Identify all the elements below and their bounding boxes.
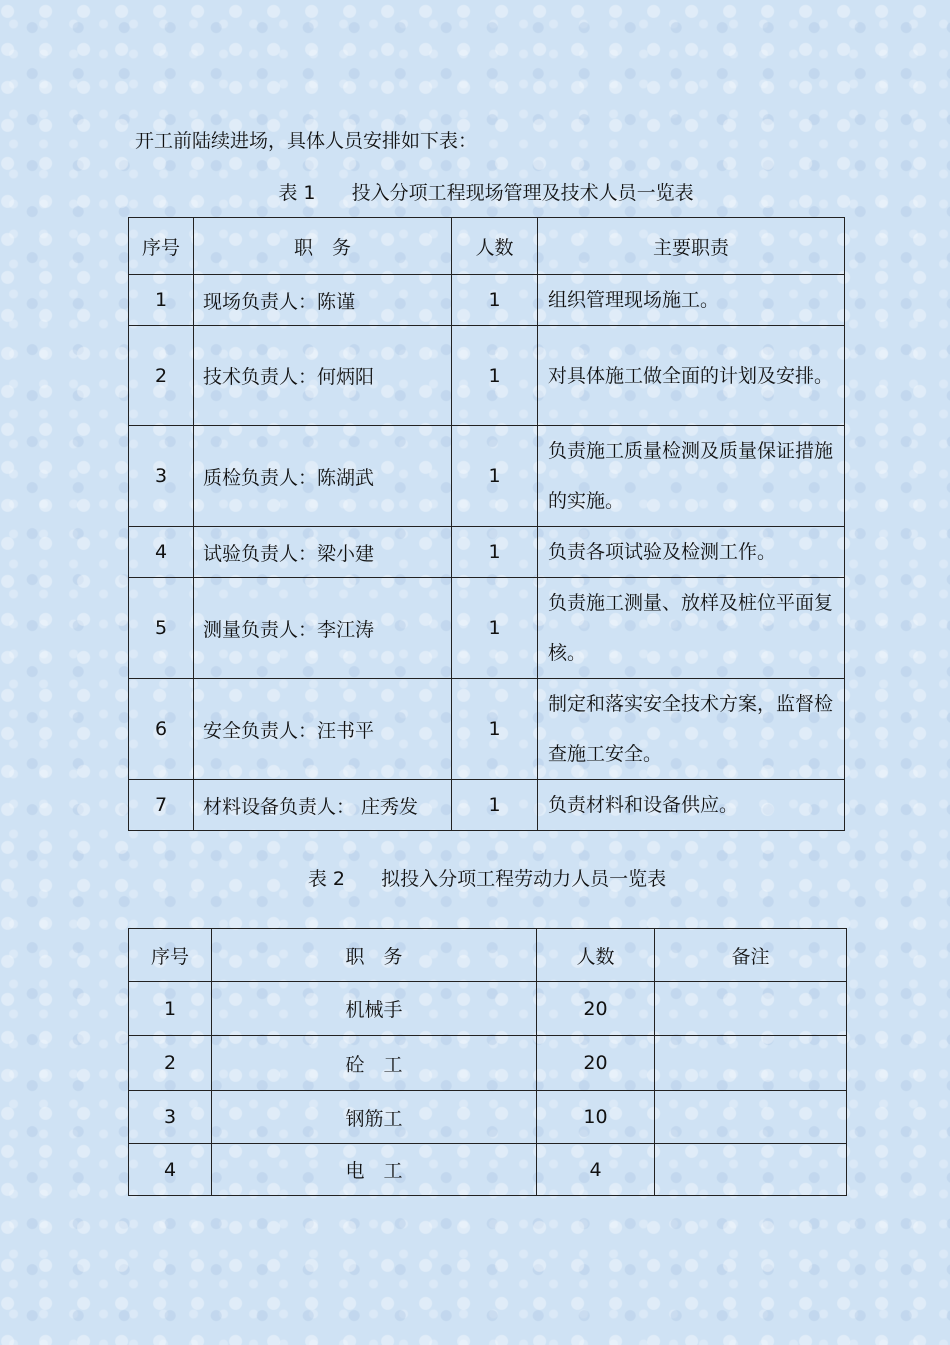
table-row bbox=[129, 578, 845, 679]
table-row bbox=[129, 982, 847, 1036]
header-role: 职 务 bbox=[194, 218, 452, 275]
row-count: 20 bbox=[537, 1036, 655, 1091]
row-duty: 负责施工测量、放样及桩位平面复核。 bbox=[538, 578, 845, 679]
row-no: 2 bbox=[129, 1036, 212, 1091]
row-no: 2 bbox=[129, 326, 194, 426]
row-count: 1 bbox=[452, 578, 538, 679]
table-row bbox=[129, 780, 845, 831]
table-row bbox=[129, 527, 845, 578]
table-row bbox=[129, 326, 845, 426]
row-count: 1 bbox=[452, 275, 538, 326]
row-duty: 对具体施工做全面的计划及安排。 bbox=[538, 326, 845, 426]
row-role: 材料设备负责人： 庄秀发 bbox=[194, 780, 452, 831]
row-count: 1 bbox=[452, 527, 538, 578]
table2-caption: 表 2 拟投入分项工程劳动力人员一览表 bbox=[307, 868, 667, 890]
row-role: 钢筋工 bbox=[212, 1091, 537, 1144]
table-row bbox=[129, 426, 845, 527]
row-duty: 负责材料和设备供应。 bbox=[538, 780, 845, 831]
table-row bbox=[129, 275, 845, 326]
row-no: 5 bbox=[129, 578, 194, 679]
row-note bbox=[655, 1144, 847, 1196]
row-note bbox=[655, 1036, 847, 1091]
table1-caption: 表 1 投入分项工程现场管理及技术人员一览表 bbox=[278, 182, 694, 204]
row-no: 4 bbox=[129, 527, 194, 578]
header-no: 序号 bbox=[129, 218, 194, 275]
row-count: 1 bbox=[452, 679, 538, 780]
row-role: 机械手 bbox=[212, 982, 537, 1036]
row-count: 1 bbox=[452, 426, 538, 527]
row-role: 测量负责人：李江涛 bbox=[194, 578, 452, 679]
table-header-row bbox=[129, 218, 845, 275]
header-note: 备注 bbox=[655, 929, 847, 982]
row-note bbox=[655, 1091, 847, 1144]
row-no: 1 bbox=[129, 982, 212, 1036]
header-count: 人数 bbox=[452, 218, 538, 275]
row-role: 质检负责人：陈湖武 bbox=[194, 426, 452, 527]
header-role: 职 务 bbox=[212, 929, 537, 982]
management-staff-table bbox=[128, 217, 845, 831]
table-header-row bbox=[129, 929, 847, 982]
row-count: 20 bbox=[537, 982, 655, 1036]
row-count: 10 bbox=[537, 1091, 655, 1144]
row-note bbox=[655, 982, 847, 1036]
table-row bbox=[129, 1036, 847, 1091]
row-duty: 制定和落实安全技术方案，监督检查施工安全。 bbox=[538, 679, 845, 780]
intro-text: 开工前陆续进场，具体人员安排如下表： bbox=[135, 130, 478, 152]
table-row bbox=[129, 1144, 847, 1196]
row-no: 3 bbox=[129, 1091, 212, 1144]
row-count: 1 bbox=[452, 780, 538, 831]
row-role: 砼 工 bbox=[212, 1036, 537, 1091]
row-no: 7 bbox=[129, 780, 194, 831]
row-no: 3 bbox=[129, 426, 194, 527]
row-no: 4 bbox=[129, 1144, 212, 1196]
table-row bbox=[129, 679, 845, 780]
row-count: 1 bbox=[452, 326, 538, 426]
row-role: 试验负责人：梁小建 bbox=[194, 527, 452, 578]
header-count: 人数 bbox=[537, 929, 655, 982]
row-role: 技术负责人：何炳阳 bbox=[194, 326, 452, 426]
row-duty: 负责各项试验及检测工作。 bbox=[538, 527, 845, 578]
row-role: 现场负责人：陈谨 bbox=[194, 275, 452, 326]
row-duty: 负责施工质量检测及质量保证措施的实施。 bbox=[538, 426, 845, 527]
row-role: 安全负责人：汪书平 bbox=[194, 679, 452, 780]
labor-staff-table bbox=[128, 928, 847, 1196]
row-role: 电 工 bbox=[212, 1144, 537, 1196]
row-duty: 组织管理现场施工。 bbox=[538, 275, 845, 326]
table-row bbox=[129, 1091, 847, 1144]
header-duty: 主要职责 bbox=[538, 218, 845, 275]
row-count: 4 bbox=[537, 1144, 655, 1196]
row-no: 6 bbox=[129, 679, 194, 780]
header-no: 序号 bbox=[129, 929, 212, 982]
row-no: 1 bbox=[129, 275, 194, 326]
